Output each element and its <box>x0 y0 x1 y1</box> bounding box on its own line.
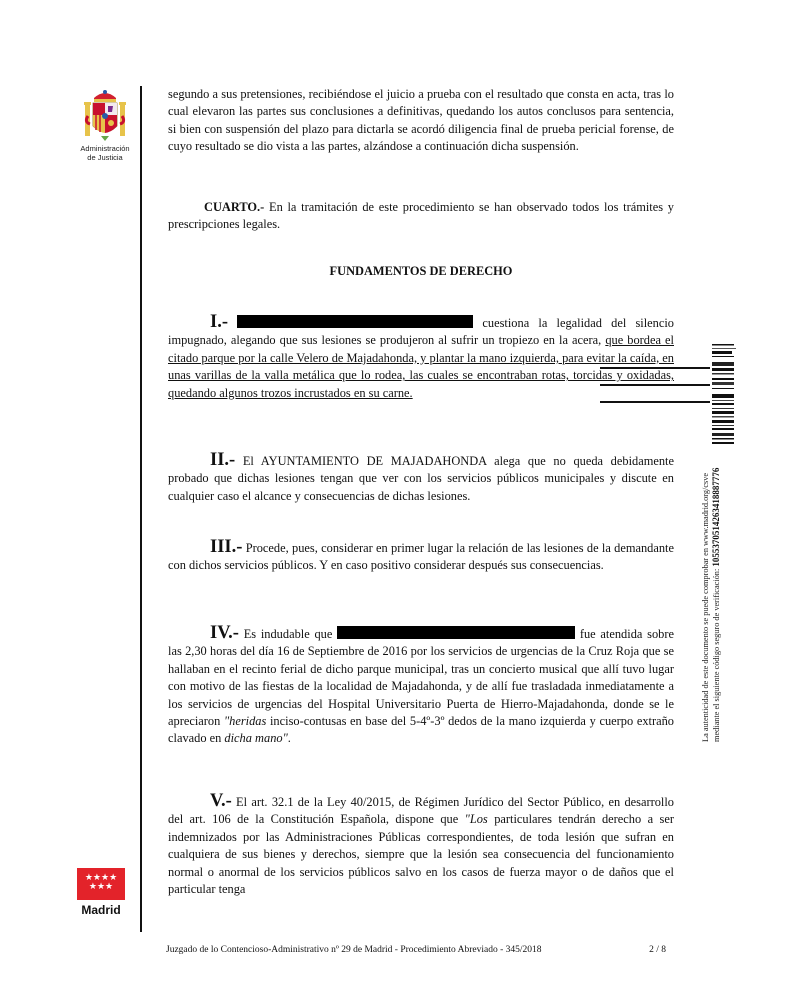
iv-text1: Es indudable que <box>238 627 338 641</box>
logo-caption-line2: de Justicia <box>87 153 123 162</box>
ii-text: El AYUNTAMIENTO DE MAJADAHONDA alega que no queda debidamente probado que dichas lesiones tengan que ver con los servicios públicos municipales y discute en cualquier caso el alcance y consecuencias de dichas lesiones. <box>168 454 674 503</box>
verification-line2 <box>711 322 722 742</box>
verification-line1: La autenticidad de este documento se puede comprobar en www.madrid.org/csve <box>701 472 710 742</box>
footer-court: Juzgado de lo Contencioso-Administrativo nº 29 de Madrid - Procedimiento Abreviado - 345/2018 <box>166 945 542 955</box>
verification-code: 1055370514263418887776 <box>711 467 721 567</box>
redacted-name <box>337 626 575 639</box>
verification-prefix: mediante el siguiente código seguro de verificación: <box>712 566 721 742</box>
paragraph-v <box>168 793 674 898</box>
margin-rule <box>140 86 142 932</box>
v-text1: El art. 32.1 de la Ley 40/2015, de Régimen Jurídico del Sector Público, en desarrollo del art. 106 de la Constitución Española, dispone que <box>168 795 674 827</box>
paragraph-iv <box>168 625 674 748</box>
coat-of-arms-icon <box>82 88 128 144</box>
madrid-flag-icon <box>77 868 125 900</box>
v-text2: particulares tendrán derecho a ser indemnizados por las Administraciones Públicas correspondientes, de toda lesión que sufran en cualquiera de sus bienes y derechos, siempre que la lesión sea consecuencia del funcionamiento normal o anormal de los servicios públicos salvo en los casos de fuerza mayor o de daños que el particular tenga <box>168 812 674 897</box>
iv-quote2: dicha mano" <box>224 731 288 746</box>
heading-v: V.- <box>210 791 232 811</box>
iv-quote1: "heridas <box>223 714 267 729</box>
paragraph-i <box>168 314 674 402</box>
paragraph-iii <box>168 539 674 575</box>
page-footer <box>166 945 666 955</box>
heading-ii: II.- <box>210 450 236 470</box>
annotation-line <box>600 401 710 403</box>
administracion-justicia-logo <box>70 88 140 178</box>
cuarto-text: En la tramitación de este procedimiento se han observado todos los trámites y prescripciones legales. <box>168 200 674 232</box>
cuarto-heading: CUARTO.- <box>204 200 265 214</box>
iii-text: Procede, pues, considerar en primer lugar la relación de las lesiones de la demandante con dichos servicios públicos. Y en caso positivo considerar después sus consecuencias. <box>168 541 674 573</box>
paragraph-intro: segundo a sus pretensiones, recibiéndose el juicio a prueba con el resultado que consta en acta, tras lo cual elevaron las partes sus conclusiones a definitivas, quedando los autos conclusos para sentencia, si bien con suspensión del plazo para dictarla se acordó diligencia final de prueba pericial forense, de cuyo resultado se dio vista a las partes, alzándose a continuación dicha suspensión. <box>168 87 674 154</box>
iv-text3: inciso-contusas en base del 5-4º-3º dedos de la mano izquierda y cuerpo extraño clavado en <box>168 714 674 746</box>
iv-text2: fue atendida sobre las 2,30 horas del día 16 de Septiembre de 2016 por los servicios de urgencias de la Cruz Roja que se hallaban en el recinto ferial de dicho parque municipal, tras un concierto musical que allí tuvo lugar con motivo de las fiestas de la localidad de Majadahonda, y de allí fue trasladada inmediatamente a los servicios de urgencias del Hospital Universitario Puerta de Hierro-Majadahonda, donde se le apreciaron <box>168 627 674 729</box>
comunidad-madrid-logo <box>77 868 125 917</box>
heading-iv: IV.- <box>210 623 239 643</box>
annotation-line <box>600 367 710 369</box>
logo-caption-line1: Administración <box>80 144 130 153</box>
stars-icon: ★★★★ ★★★ <box>84 872 118 891</box>
annotation-line <box>600 384 710 386</box>
iv-text4: . <box>287 731 291 746</box>
v-quote: "Los <box>464 812 488 827</box>
redacted-name <box>237 315 473 328</box>
heading-iii: III.- <box>210 537 243 557</box>
i-text-underlined: que bordea el citado parque por la calle Velero de Majadahonda, y plantar la mano izquierda, para evitar la caída, en unas varillas de la valla metálica que lo rodea, las cuales se encontraban rotas, torcidas y oxidadas, quedando algunos trozos incrustados en su carne. <box>168 333 674 400</box>
paragraph-ii <box>168 452 674 505</box>
heading-i: I.- <box>210 312 228 332</box>
verification-note <box>700 322 722 742</box>
paragraph-cuarto <box>168 199 674 234</box>
i-text: cuestiona la legalidad del silencio impugnado, alegando que sus lesiones se produjeron al sufrir un tropiezo en la acera, <box>168 316 674 348</box>
madrid-logo-text: Madrid <box>81 903 121 917</box>
page-number: 2 / 8 <box>649 945 666 955</box>
section-title: FUNDAMENTOS DE DERECHO <box>329 264 513 278</box>
